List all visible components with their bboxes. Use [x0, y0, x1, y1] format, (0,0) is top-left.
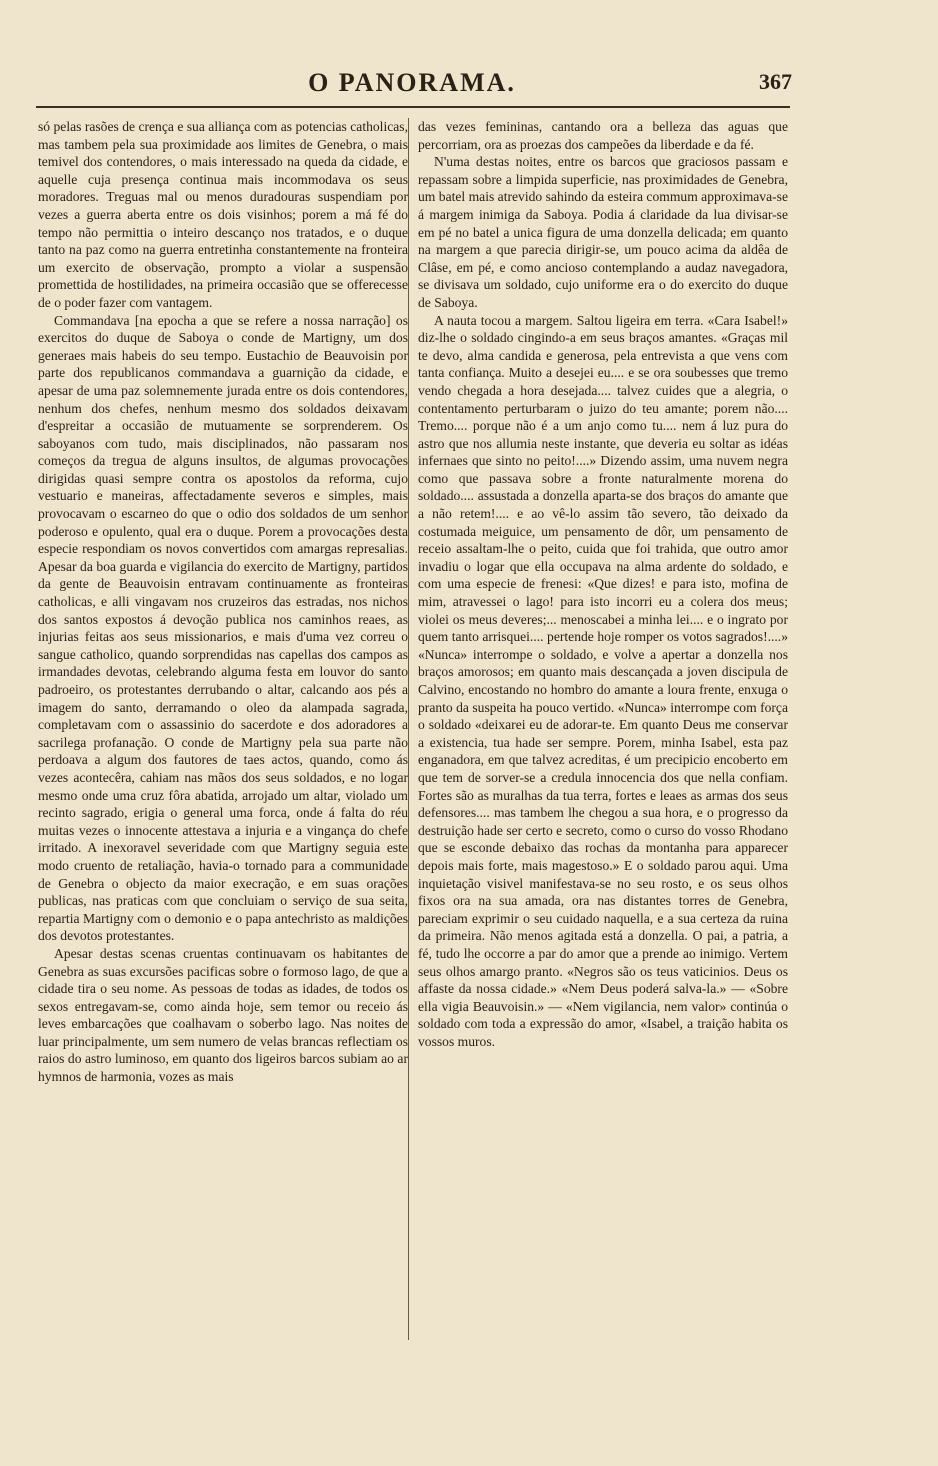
page-header [36, 68, 792, 102]
page-number: 367 [759, 69, 792, 94]
header-rule [36, 106, 790, 108]
column-divider [408, 118, 409, 1340]
paragraph: das vezes femininas, cantando ora a belleza das aguas que percorriam, ora as proezas dos campeões da liberdade e da fé. [418, 119, 788, 152]
paragraph: Commandava [na epocha a que se refere a nossa narração] os exercitos do duque de Saboya o conde de Martigny, um dos generaes mais habeis do seu tempo. Eustachio de Beauvoisin por parte dos republicanos commandava a guarnição da cidade, e apesar de uma paz solemnemente jurada entre os dois contendores, nenhum dos chefes, nenhum mesmo dos soldados deixavam d'espreitar a occasião de mutuamente se sorprenderem. Os saboyanos com tudo, mais disciplinados, não passaram nos começos da tregua de alguns insultos, de algumas provocações dirigidas quasi sempre contra os apostolos da reforma, cujo vestuario e maneiras, affectadamente severos e simples, mais provocavam o escarneo do que o odio dos soldados de um senhor poderoso e opulento, qual era o duque. Porem a provocações desta especie respondiam os novos convertidos com amargas represalias. Apesar da boa guarda e vigilancia do exercito de Martigny, partidos da gente de Beauvoisin entravam continuamente as fronteiras catholicas, e alli vingavam nos cruzeiros das estradas, nos nichos dos santos expostos á devoção publica nos caminhos reaes, as injurias feitas aos seus missionarios, e mais d'uma vez correu o sangue catholico, quando sorprendidas nas capellas dos campos as irmandades devotas, celebrando alguma festa em louvor do santo padroeiro, os protestantes derrubando o altar, calcando aos pés a imagem do santo, derramando o oleo da alampada sagrada, completavam com o assassinio do sacerdote e dos adoradores a sacrilega profanação. O conde de Martigny pela sua parte não perdoava a algum dos fautores de taes actos, quando, como ás vezes acontecêra, cahiam nas mãos dos seus soldados, e no logar mesmo onde uma cruz fôra abatida, arrojado um altar, violado um recinto sagrado, erigia o general uma forca, onde á falta do réu muitas vezes o innocente attestava a injuria e a vingança do chefe irritado. A inexoravel severidade com que Martigny seguia este modo cruento de retaliação, havia-o tornado para a communidade de Genebra o objecto da maior execração, e em suas orações publicas, nas praticas com que concluiam o serviço de sua seita, repartia Martigny com o demonio e o papa antechristo as maldições dos devotos protestantes. [38, 312, 408, 944]
paragraph: Apesar destas scenas cruentas continuavam os habitantes de Genebra as suas excursões pacificas sobre o formoso lago, de que a cidade tira o seu nome. As pessoas de todas as idades, de todos os sexos entregavam-se, como ainda hoje, sem temor ou receio ás leves embarcações que coalhavam o soberbo lago. Nas noites de luar principalmente, um sem numero de velas brancas reflectiam os raios do astro luminoso, em quanto dos ligeiros barcos subiam ao ar hymnos de harmonia, vozes as mais [38, 945, 408, 1085]
masthead-title: O PANORAMA. [308, 68, 516, 97]
paragraph: N'uma destas noites, entre os barcos que graciosos passam e repassam sobre a limpida superficie, nas proximidades de Genebra, um batel mais atrevido sahindo da esteira commum approximava-se á margem inimiga da Saboya. Podia á claridade da lua divisar-se em pé no batel a unica figura de uma donzella delicada; em quanto na margem a que parecia dirigir-se, um pouco acima da aldêa de Clâse, em pé, e como ancioso contemplando a audaz navegadora, se divisava um soldado, cujo uniforme era o do exercito do duque de Saboya. [418, 154, 788, 310]
paragraph: A nauta tocou a margem. Saltou ligeira em terra. «Cara Isabel!» diz-lhe o soldado cingindo-a em seus braços amantes. «Graças mil te devo, alma candida e generosa, pela entrevista a que vens com tanta confiança. Muito a desejei eu.... e se ora soubesses que tremo vendo chegada a hora desejada.... talvez cuides que a alegria, o contentamento perturbaram o juizo do teu amante; porem não.... Tremo.... porque não é a um anjo como tu.... nem á luz pura do astro que nos allumia neste instante, que deveria eu soltar as idéas infernaes que sinto no peito!....» Dizendo assim, uma nuvem negra como que passava sobre a fronte naturalmente morena do soldado.... assustada a donzella aparta-se dos braços do amante que a não retem!.... e ao vê-lo assim tão severo, tão deixado da costumada meiguice, um pensamento de dôr, um pensamento de receio assaltam-lhe o peito, cuida que foi trahida, que outro amor invadiu o logar que ella occupava na alma ardente do soldado, e com uma especie de frenesi: «Que dizes! e para isto, mofina de mim, atravessei o lago! para isto incorri eu a colera dos meus; violei os meus deveres;... menoscabei a minha lei.... e o ingrato por quem tanto arrisquei.... pertende hoje romper os votos sagrados!....» «Nunca» interrompe o soldado, e volve a apertar a donzella nos braços amorosos; em quanto mais descançada a joven discipula de Calvino, encostando no hombro do amante a loura frente, enxuga o pranto da suspeita ha pouco vertido. «Nunca» interrompe com força o soldado «deixarei eu de adorar-te. Em quanto Deus me conservar a existencia, tua hade ser sempre. Porem, minha Isabel, esta paz enganadora, em que talvez acreditas, é um precipicio encoberto em que tem de sorver-se a credula innocencia dos que nella confiam. Fortes são as muralhas da tua terra, fortes e leaes as armas dos seus defensores.... mas tambem lhe chegou a sua hora, e o progresso da destruição hade ser certo e secreto, como o curso do vosso Rhodano que se esconde debaixo das rochas da montanha para apparecer depois mais forte, mais magestoso.» E o soldado parou aqui. Uma inquietação visivel manifestava-se no seu rosto, e os seus olhos fixos ora na sua amada, ora nas distantes torres de Genebra, pareciam exprimir o seu cuidado naquella, e a sua certeza da ruina da primeira. Não menos agitada está a donzella. O pai, a patria, a fé, tudo lhe occorre a par do amor que a prende ao inimigo. Vertem seus olhos amargo pranto. «Negros são os teus vaticinios. Deus os affaste da nossa cidade.» «Nem Deus poderá salva-la.» — «Sobre ella vigia Beauvoisin.» — «Nem vigilancia, nem valor» continúa o soldado com toda a expressão do amor, «Isabel, a traição habita os vossos muros. [418, 312, 788, 1049]
paragraph: só pelas rasões de crença e sua alliança com as potencias catholicas, mas tambem pela sua proximidade aos limites de Genebra, o mais temivel dos contendores, o mais interessado na queda da cidade, e aquelle cuja presença continua mais incommodava os seus moradores. Treguas mal ou menos duradouras suspendiam por vezes a guerra aberta entre os dois visinhos; porem a má fé do tempo não permittia o inteiro descanço nos tratados, e o duque tanto na paz como na guerra entretinha constantemente na fronteira um exercito de observação, prompto a violar a suspensão promettida de hostilidades, na primeira occasião que se offerecesse de o poder fazer com vantagem. [38, 119, 408, 310]
right-column [418, 118, 788, 1050]
left-column [38, 118, 408, 1086]
